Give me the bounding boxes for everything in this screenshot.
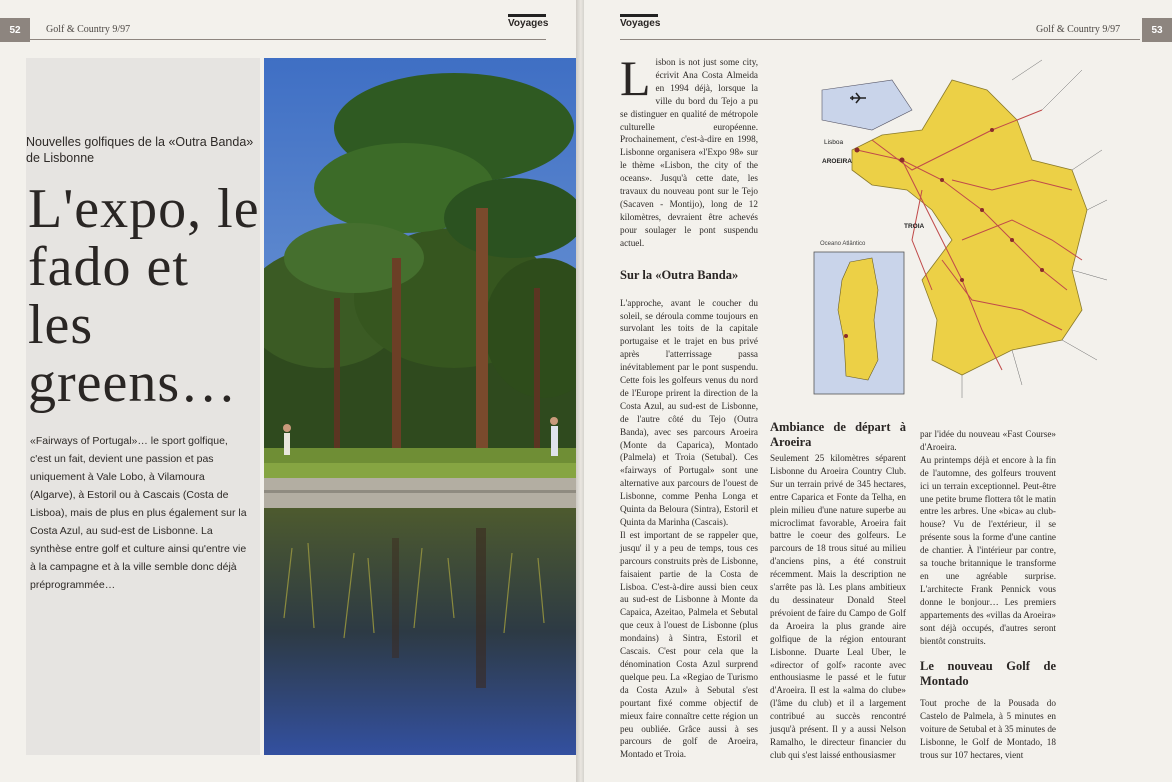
column-1-paragraph-3: Il est important de se rappeler que, jusqu' il y a peu de temps, tous ces parcours construits près de Lisbonne, faisaient partie de la Costa de Lisboa. C'est-à-dire aussi bien ceux au sud-est de Lisbonne à Monte da Capaica, Azeitao, Palmela et Sebutal que ceux à l'ouest de Lisbonne (plus mondains) à Sintra, Estoril et Cascais. C'est pour cela que la dénomination Costa Azul surprend quelque peu. La «Regiao de Turismo da Costa Azul» à Sebutal s'est pourtant fixé comme objectif de mieux faire connaître cette région un peu oubliée. Grâce aussi à ses parcours de golf de Aroeira, Montado et Troia. <box>620 529 758 760</box>
left-page <box>0 0 580 782</box>
section-marker-bar-right <box>620 14 658 17</box>
section-label-right: Voyages <box>620 18 661 29</box>
section-label-left: Voyages <box>508 18 549 29</box>
column-3-paragraph-1: par l'idée du nouveau «Fast Course» d'Aroeira. <box>920 429 1056 452</box>
article-column-2 <box>770 420 906 762</box>
costa-azul-map <box>812 40 1112 400</box>
subhead-aroeira: Ambiance de départ à Aroeira <box>770 420 906 449</box>
running-title-right: Golf & Country 9/97 <box>1036 24 1121 35</box>
header-rule-left <box>30 39 546 40</box>
column-3-paragraph-3: Tout proche de la Pousada do Castelo de Palmela, à 5 minutes en voiture de Setubal et à 35 minutes de Lisbonne, le Golf de Montado, 18 trous sur 107 hectares, vient <box>920 698 1056 761</box>
column-1-paragraph-2: L'approche, avant le coucher du soleil, se déroula comme toujours en survolant les toits de la capitale portugaise et le trajet en bus privé après l'atterrissage passa inévitablement par le pont suspendu. Cette fois les golfeurs venus du nord de l'Europe prirent la direction de la Costa Azul, au sud-est de Lisbonne, de l'autre côté du Tejo (Outra Banda), avec ses parcours Aroeira (Monte da Caparica), Montado (Palmela) et Troia (Setubal). Ces «fairways of Portugal» sont une alternative aux parcours de l'ouest de Lisbonne, comme Penha Longa et Quinta da Beloura (Sintra), Estoril et Quinta da Marinha (Cascais). <box>620 297 758 527</box>
map-label-troia: TROIA <box>904 223 925 230</box>
article-kicker: Nouvelles golfiques de la «Outra Banda» de Lisbonne <box>26 135 254 165</box>
subhead-outra-banda: Sur la «Outra Banda» <box>620 267 739 282</box>
map-label-lisboa: Lisboa <box>824 139 844 146</box>
article-column-3 <box>920 428 1056 762</box>
page-number-left: 52 <box>0 18 30 42</box>
section-marker-bar <box>508 14 546 17</box>
map-label-atlantic: Oceano Atlântico <box>820 241 866 247</box>
article-headline: L'expo, le fado et les greens… <box>28 178 260 414</box>
drop-cap: L <box>620 50 651 106</box>
golf-course-photo <box>264 58 576 755</box>
subhead-montado: Le nouveau Golf de Montado <box>920 659 1056 689</box>
page-number-right: 53 <box>1142 18 1172 42</box>
column-1-paragraph-1: Lisbon is not just some city, écrivit Ana Costa Almeida en 1994 déjà, lorsque la ville du bord du Tejo a pu se distinguer en qualité de métropole culturelle européenne. Prochainement, c'est-à-dire en 1998, Lisbonne organisera «l'Expo 98» sur le thème «Lisbon, the city of the oceans». Jusqu'à cette date, les travaux du nouveau pont sur le Tejo (Sacaven - Montijo), long de 12 kilomètres, devraient être achevés pour soulager le pont suspendu actuel. <box>620 50 758 248</box>
article-column-1 <box>620 50 758 761</box>
running-title-left: Golf & Country 9/97 <box>46 24 131 35</box>
map-label-aroeira: AROEIRA <box>822 158 852 165</box>
article-intro: «Fairways of Portugal»… le sport golfique, c'est un fait, devient une passion et pas uniquement à Vale Lobo, à Vilamoura (Algarve), à Estoril ou à Cascais (Costa de Lisboa), mais de plus en plus également sur la Costa Azul, au sud-est de Lisbonne. La synthèse entre golf et culture ainsi qu'entre vie à la campagne et à la ville semble donc déjà préprogrammée… <box>30 435 247 591</box>
column-3-paragraph-2: Au printemps déjà et encore à la fin de l'automne, des golfeurs trouvent ici un terrain exceptionnel. Peut-être une petite brume flottera tôt le matin entre les arbres. Une «bica» au club-house? Vu de l'extérieur, il se présente sous la forme d'une cantine de chantier. À l'intérieur par contre, sa touche britannique le transforme en une agréable surprise. L'architecte Frank Pennick vous donne le bonjour… Les premiers appartements des «villas da Aroeira» sont déjà occupés, d'autres seront bientôt construits. <box>920 454 1056 646</box>
column-2-paragraph-1: Seulement 25 kilomètres séparent Lisbonne du Aroeira Country Club. Sur un terrain privé de 345 hectares, entre Caparica et Fonte da Telha, en plein milieu d'une nature superbe au microclimat favorable, Aroeira fait battre le coeur des golfeurs. Le parcours de 18 trous situé au milieu d'anciens pins, a été construit récemment. Mais la description ne s'arrête pas là. Les plans ambitieux du dessinateur Donald Steel prévoient de faire du Campo de Golf da Aroeira la plus grande aire golfique de la région entourant Lisbonne. Duarte Leal Uber, le «director of golf» raconte avec enthousiasme le passé et le futur d'Aroeira. Il est la «alma do clube» (l'âme du club) et il a largement contribué au succès rencontré jusqu'à présent. Il y a aussi Nelson Ramalho, le directeur financier du club qui s'est laissé enthousiasmer <box>770 453 906 760</box>
